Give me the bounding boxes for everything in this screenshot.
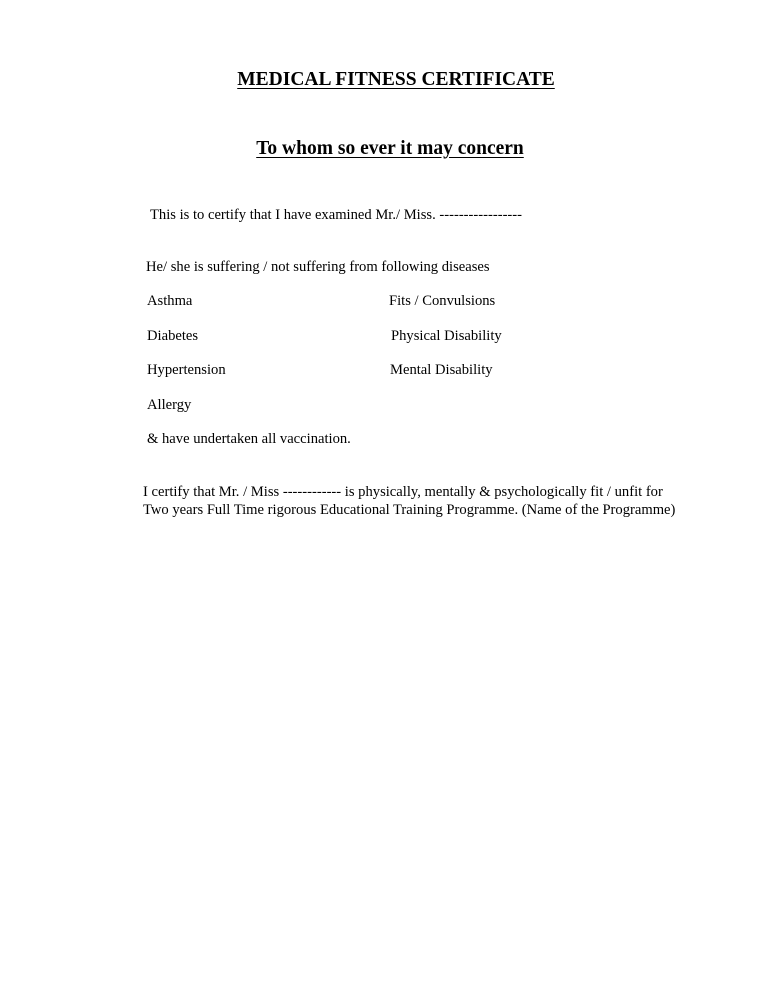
certificate-subtitle: To whom so ever it may concern bbox=[256, 138, 524, 159]
certificate-title: MEDICAL FITNESS CERTIFICATE bbox=[237, 69, 555, 90]
disease-mental-disability: Mental Disability bbox=[390, 362, 493, 378]
suffering-line: He/ she is suffering / not suffering from following diseases bbox=[146, 259, 490, 275]
disease-allergy: Allergy bbox=[147, 397, 192, 413]
disease-physical-disability: Physical Disability bbox=[391, 328, 502, 344]
disease-fits-convulsions: Fits / Convulsions bbox=[389, 293, 496, 309]
disease-diabetes: Diabetes bbox=[147, 328, 199, 344]
fitness-statement-line-1: I certify that Mr. / Miss ------------ is physically, mentally & psychologically fit / unfit for bbox=[143, 484, 663, 500]
disease-asthma: Asthma bbox=[147, 293, 193, 309]
certify-examined-line: This is to certify that I have examined Mr./ Miss. ----------------- bbox=[150, 207, 523, 223]
fitness-statement-line-2: Two years Full Time rigorous Educational Training Programme. (Name of the Programme) bbox=[143, 501, 676, 518]
disease-hypertension: Hypertension bbox=[147, 362, 226, 378]
vaccination-line: & have undertaken all vaccination. bbox=[147, 431, 351, 447]
fitness-statement bbox=[143, 484, 723, 519]
